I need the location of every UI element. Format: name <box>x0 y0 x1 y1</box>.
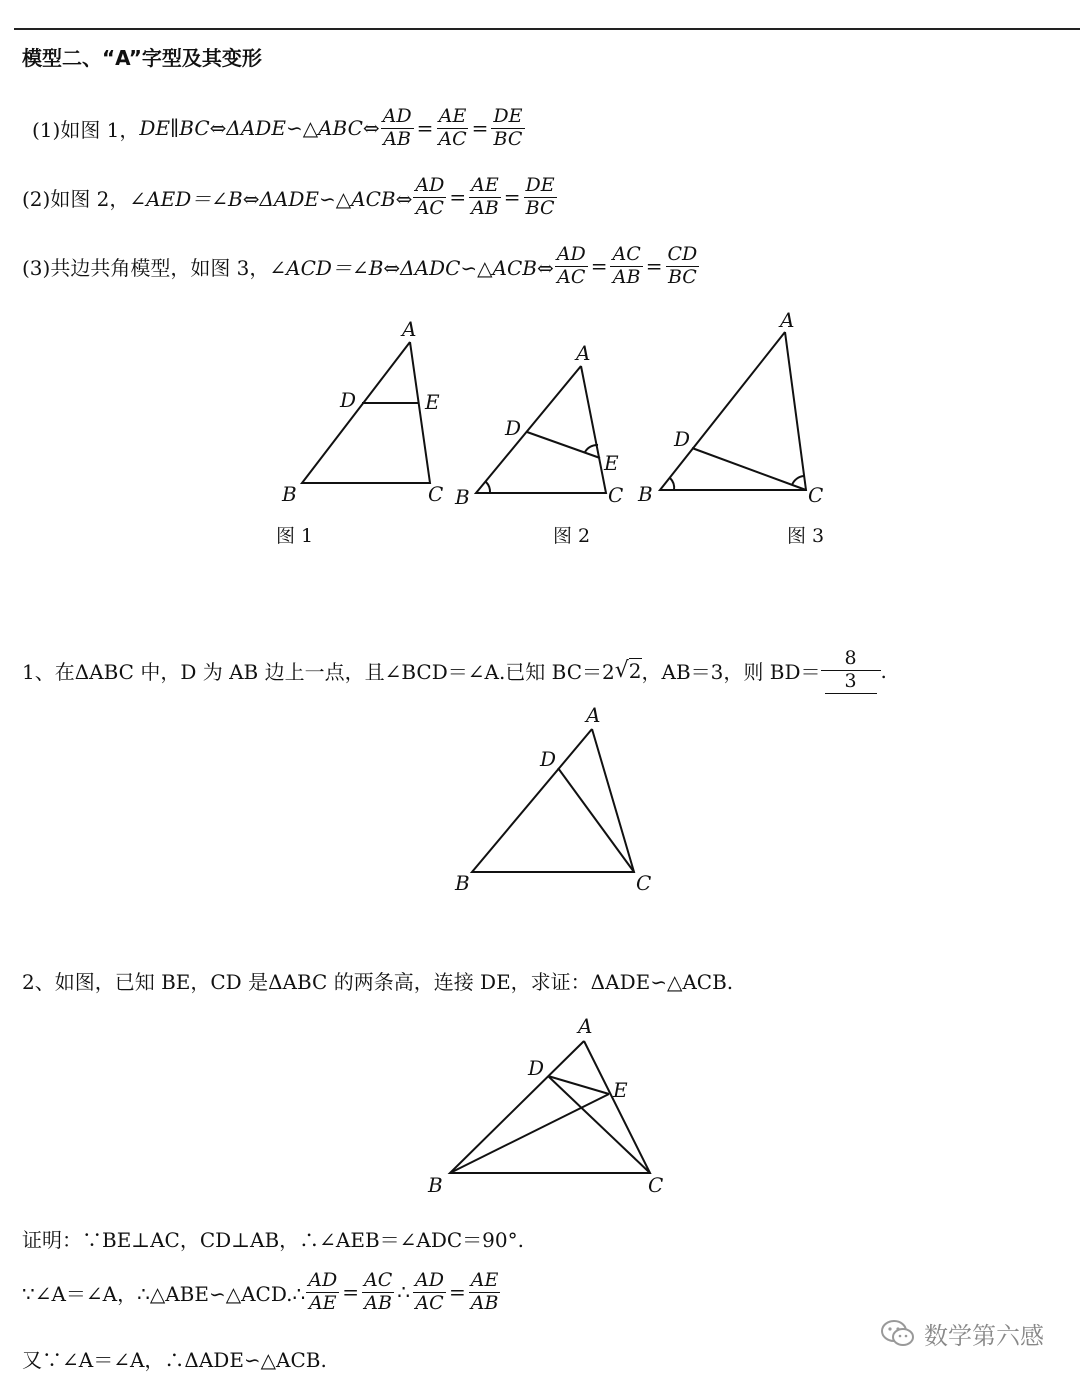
proof-line-3 <box>22 1344 327 1373</box>
fig1-label-C: C <box>428 482 444 506</box>
proof-text-2a: ∵∠A＝∠A，∴△ABE∽△ACD.∴ <box>22 1281 306 1306</box>
q1-label-D: D <box>540 747 557 771</box>
fig1-label-E: E <box>425 390 440 414</box>
q1-end: . <box>880 658 887 683</box>
q1-label-B: B <box>455 871 470 895</box>
fig1-label-B: B <box>282 482 297 506</box>
figures-row <box>0 300 1080 560</box>
question-1-figure <box>420 700 680 900</box>
caption-fig1: 图 1 <box>276 525 314 547</box>
model3-line: (3)共边共角模型，如图 3， ∠ACD＝∠B⇔ΔADC∽△ACB⇔ $\frac{AD}{AC}$ = $\frac{AC}{AB}$ = $\frac{CD}{BC}$ <box>22 243 698 288</box>
model1-prefix: (1)如图 1， <box>32 117 140 142</box>
fig2-label-E: E <box>604 451 619 475</box>
model3-frac-2: $\frac{AC}{AB}$ <box>612 243 641 288</box>
fig1-label-A: A <box>402 317 417 341</box>
model1-frac-3: $\frac{DE}{BC}$ <box>493 105 523 150</box>
q2-label-D: D <box>528 1056 545 1080</box>
fig3-label-A: A <box>780 308 795 332</box>
wechat-icon <box>880 1319 916 1349</box>
model1-line: (1)如图 1， DE∥BC⇔ΔADE∽△ABC⇔ $\frac{AD}{AB}$ = $\frac{AE}{AC}$ = $\frac{DE}{BC}$ <box>32 105 523 150</box>
q2-label-A: A <box>578 1014 593 1038</box>
q2-label-C: C <box>648 1173 664 1197</box>
q1-label-C: C <box>636 871 652 895</box>
q2-text: 2、如图，已知 BE，CD 是ΔABC 的两条高，连接 DE，求证：ΔADE∽△ACB. <box>22 970 734 994</box>
q1-text2: ，AB＝3，则 BD＝ <box>641 660 821 685</box>
figure-2 <box>476 366 606 493</box>
model2-prefix: (2)如图 2， <box>22 186 130 211</box>
model2-statement: ∠AED＝∠B⇔ΔADE∽△ACB⇔ <box>129 186 413 211</box>
question-2-figure <box>420 1010 680 1200</box>
model2-frac-1: $\frac{AD}{AC}$ <box>415 174 445 219</box>
model3-prefix: (3)共边共角模型，如图 3， <box>22 255 270 280</box>
fig2-label-A: A <box>576 341 591 365</box>
model1-frac-2: $\frac{AE}{AC}$ <box>438 105 467 150</box>
model2-frac-2: $\frac{AE}{AB}$ <box>471 174 499 219</box>
model2-line: (2)如图 2， ∠AED＝∠B⇔ΔADE∽△ACB⇔ $\frac{AD}{AC}$ = $\frac{AE}{AB}$ = $\frac{DE}{BC}$ <box>22 174 555 219</box>
fig2-label-C: C <box>608 483 624 507</box>
question-2 <box>22 966 733 995</box>
fig2-label-D: D <box>505 416 522 440</box>
proof-frac-1: $\frac{AD}{AE}$ <box>308 1269 338 1314</box>
model1-frac-1: $\frac{AD}{AB}$ <box>382 105 412 150</box>
caption-fig2: 图 2 <box>553 525 591 547</box>
model3-frac-1: $\frac{AD}{AC}$ <box>556 243 586 288</box>
section-title: 模型二、“A”字型及其变形 <box>22 46 262 70</box>
model2-frac-3: $\frac{DE}{BC}$ <box>525 174 555 219</box>
fig2-label-B: B <box>455 485 470 509</box>
proof-line-2: ∵∠A＝∠A，∴△ABE∽△ACD.∴ $\frac{AD}{AE}$ = $\frac{AC}{AB}$ ∴ $\frac{AD}{AC}$ = $\frac{AE}{AB}$ <box>22 1269 499 1314</box>
watermark <box>880 1316 1044 1351</box>
fig3-label-D: D <box>674 427 691 451</box>
proof-frac-2: $\frac{AC}{AB}$ <box>364 1269 393 1314</box>
figure-1 <box>302 342 430 483</box>
question-1 <box>22 648 887 694</box>
q1-sqrt: √ 2 <box>614 658 642 684</box>
q1-text: 1、在ΔABC 中，D 为 AB 边上一点，且∠BCD＝∠A.已知 BC＝2 <box>22 660 615 685</box>
caption-fig3: 图 3 <box>787 525 825 547</box>
figure-3 <box>660 332 806 490</box>
fig1-label-D: D <box>340 388 357 412</box>
q2-label-B: B <box>428 1173 443 1197</box>
q1-label-A: A <box>586 703 601 727</box>
q1-answer: $\frac{8}{3}$ <box>825 648 877 694</box>
proof-frac-3: $\frac{AD}{AC}$ <box>415 1269 444 1314</box>
top-rule <box>14 28 1080 30</box>
model3-frac-3: $\frac{CD}{BC}$ <box>667 243 698 288</box>
q2-label-E: E <box>613 1078 628 1102</box>
proof-line-1 <box>22 1224 524 1253</box>
proof-text-3: 又∵∠A＝∠A，∴ΔADE∽△ACB. <box>22 1348 327 1372</box>
model3-statement: ∠ACD＝∠B⇔ΔADC∽△ACB⇔ <box>269 255 554 280</box>
fig3-label-B: B <box>638 482 653 506</box>
proof-therefore: ∴ <box>397 1280 410 1305</box>
proof-text-1: 证明：∵BE⊥AC，CD⊥AB，∴∠AEB＝∠ADC＝90°. <box>22 1228 524 1252</box>
proof-frac-4: $\frac{AE}{AB}$ <box>470 1269 499 1314</box>
model1-statement: DE∥BC⇔ΔADE∽△ABC⇔ <box>139 116 380 141</box>
watermark-text: 数学第六感 <box>924 1322 1044 1350</box>
fig3-label-C: C <box>808 483 824 507</box>
